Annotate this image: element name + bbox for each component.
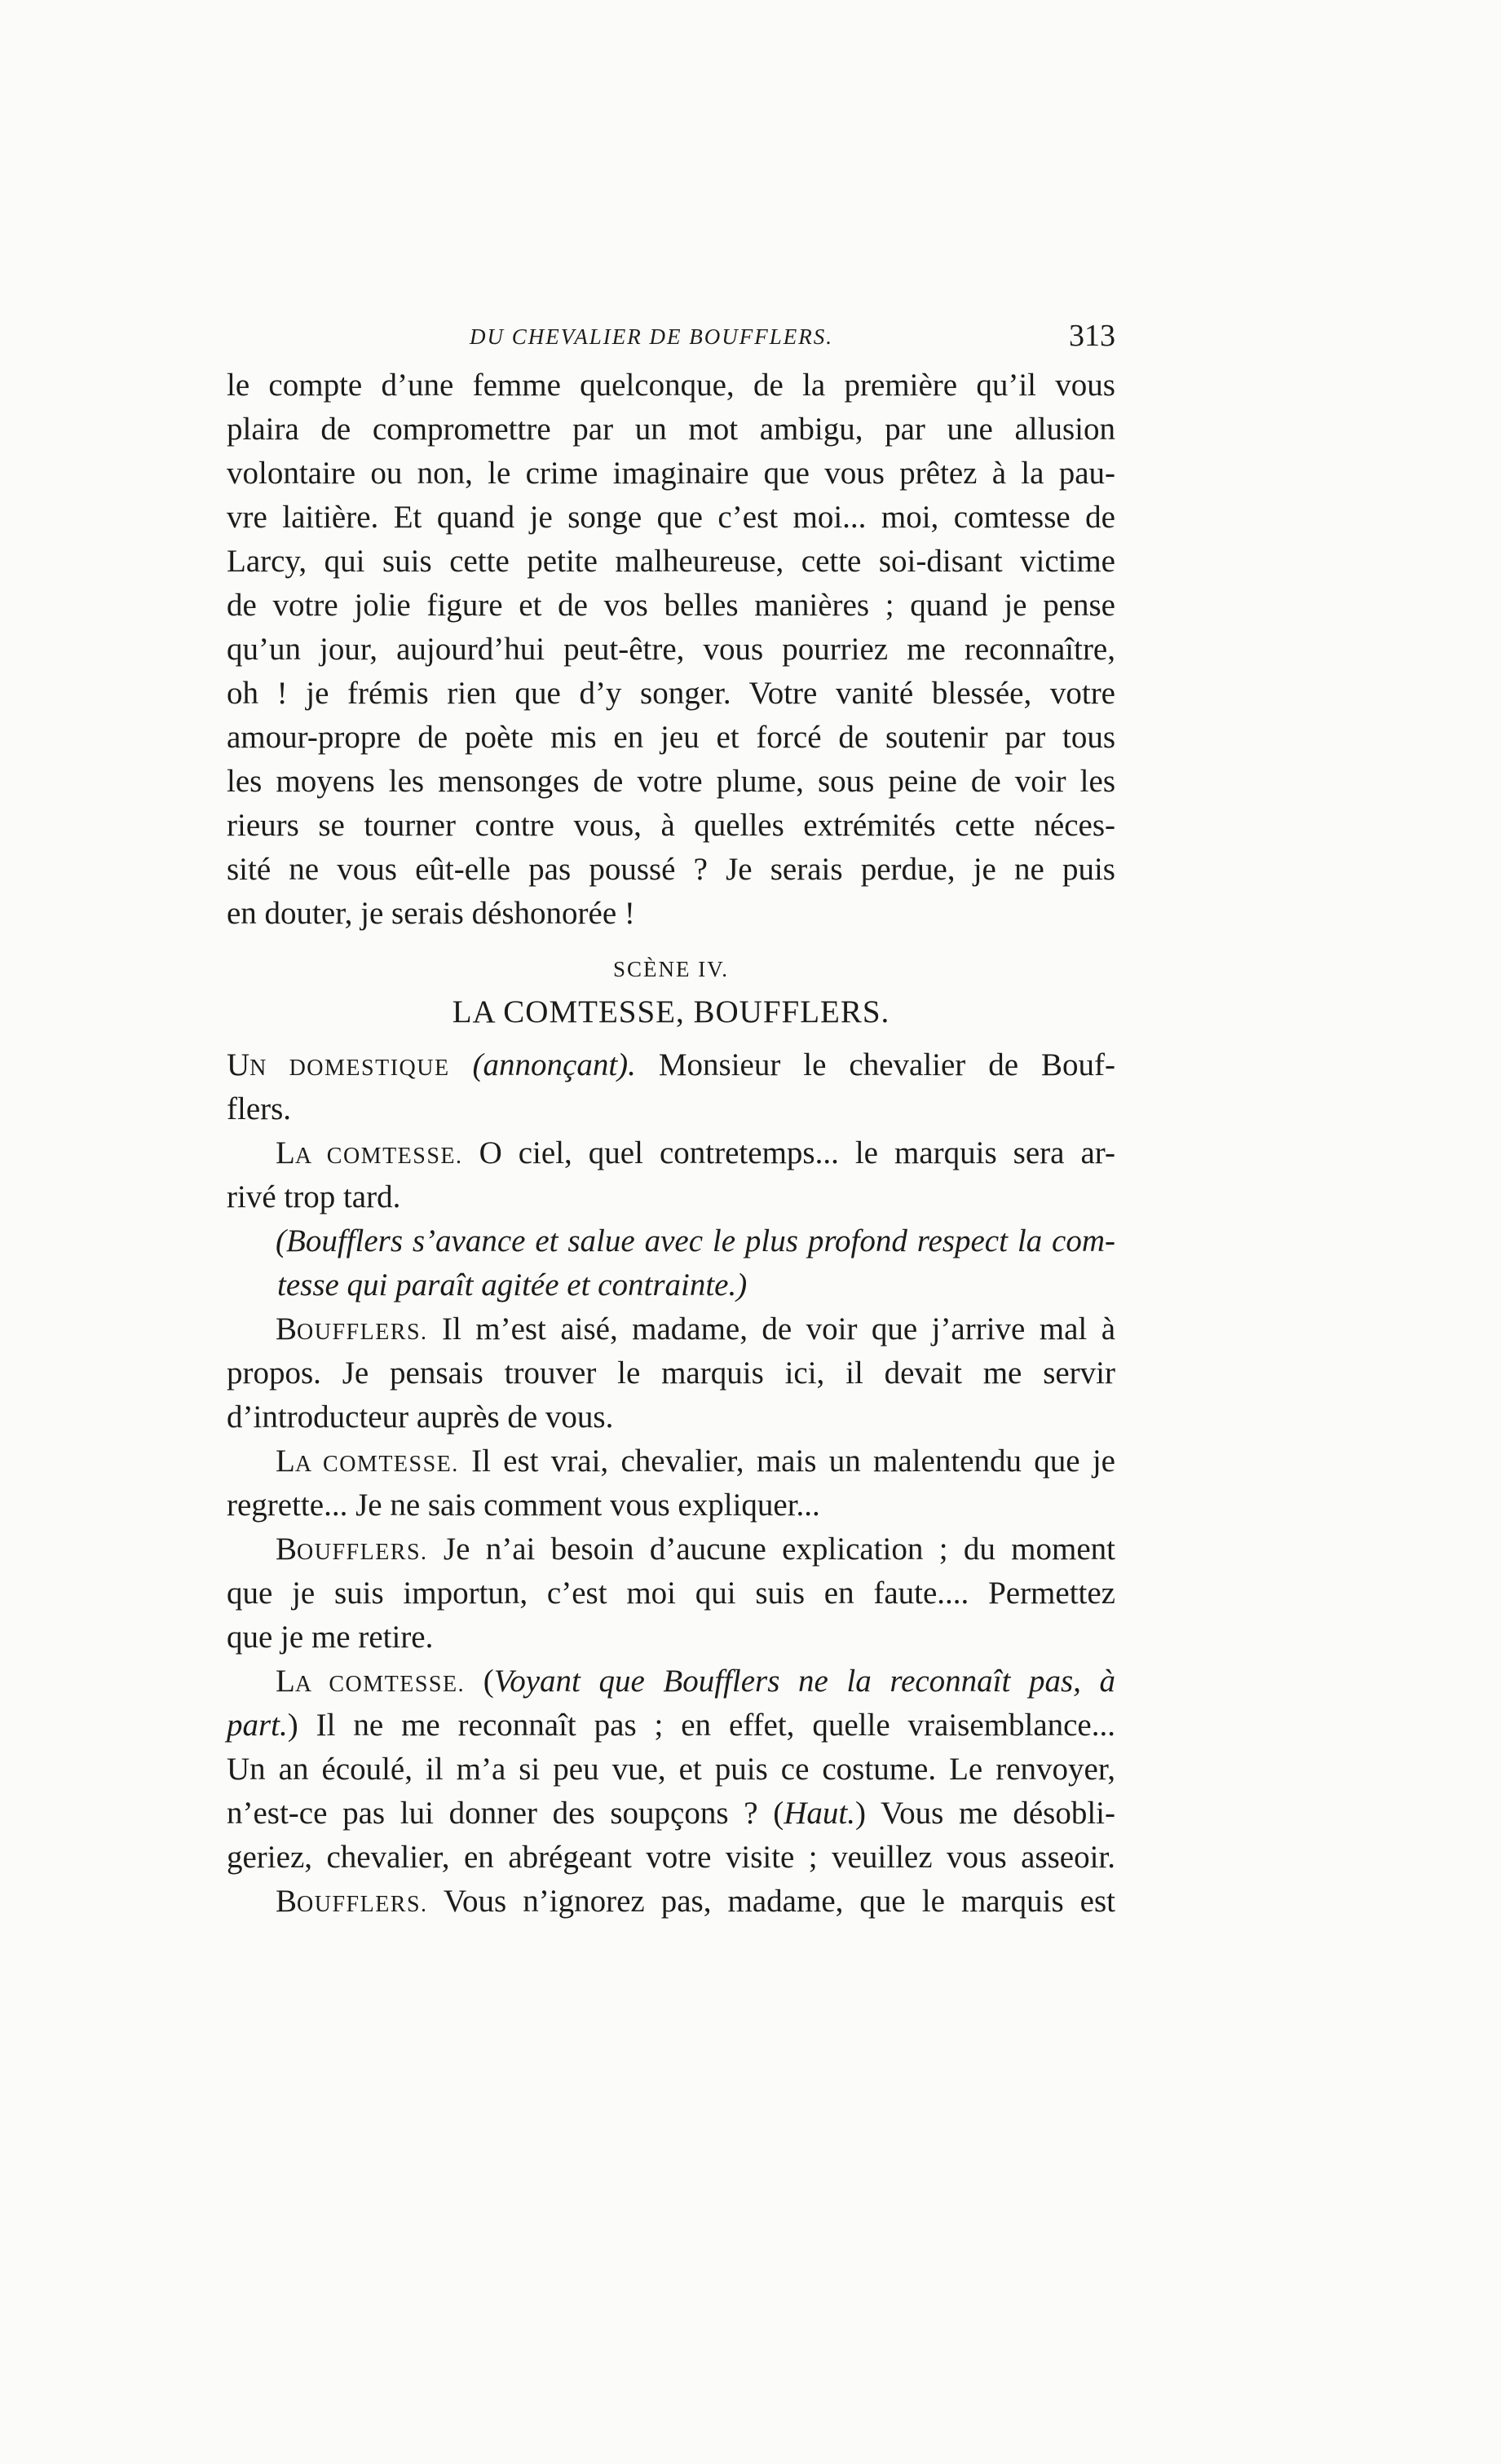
text-line: en douter, je serais déshonorée ! (227, 896, 635, 931)
text-line: rivé trop tard. (227, 1179, 401, 1214)
stage-direction: Haut. (784, 1796, 855, 1831)
speech-boufflers (227, 1527, 1115, 1660)
text-line: les moyens les mensonges de votre plume, sous peine de voir les (227, 764, 1115, 799)
speaker-name: BOUFFLERS. (276, 1532, 428, 1567)
speech-comtesse (227, 1439, 1115, 1527)
text-line: d’introducteur auprès de vous. (227, 1399, 614, 1435)
speech-comtesse (227, 1131, 1115, 1219)
running-head (227, 316, 1115, 364)
text-line (227, 1307, 1115, 1351)
text-line (227, 1527, 1115, 1571)
text-line: regrette... Je ne sais comment vous expliquer... (227, 1488, 820, 1523)
paragraph-monologue (227, 364, 1115, 936)
text-line: propos. Je pensais trouver le marquis ici, il devait me servir (227, 1355, 1115, 1391)
text-line: plaira de compromettre par un mot ambigu, par une allusion (227, 412, 1115, 447)
speech-boufflers (227, 1307, 1115, 1439)
speech-text: Il ne me reconnaît pas ; en effet, quelle vraisemblance... (316, 1708, 1115, 1743)
text-line: que je me retire. (227, 1620, 434, 1655)
speech-domestique (227, 1043, 1115, 1131)
speech-text: Je n’ai besoin d’aucune explication ; du moment (443, 1532, 1116, 1567)
speech-text: O ciel, quel contretemps... le marquis sera ar- (479, 1135, 1115, 1170)
stage-direction: Voyant que Boufflers ne la reconnaît pas, à (493, 1664, 1115, 1699)
speaker-name: LA COMTESSE. (276, 1664, 466, 1699)
text-line: de votre jolie figure et de vos belles manières ; quand je pense (227, 588, 1115, 623)
speaker-name: BOUFFLERS. (276, 1884, 428, 1919)
text-line (227, 1880, 1115, 1924)
text-line: vre laitière. Et quand je songe que c’est moi... moi, comtesse de (227, 500, 1115, 535)
speaker-name: UN DOMESTIQUE (227, 1047, 450, 1082)
text-line: le compte d’une femme quelconque, de la première qu’il vous (227, 368, 1115, 403)
text-line (227, 1439, 1115, 1483)
speaker-name: LA COMTESSE. (276, 1444, 459, 1479)
text-line: LA COMTESSE. (Voyant que Boufflers ne la reconnaît pas, à (276, 1664, 1115, 1699)
speech-text: Il m’est aisé, madame, de voir que j’arrive mal à (442, 1311, 1115, 1347)
text-line: geriez, chevalier, en abrégeant votre visite ; veuillez vous asseoir. (227, 1840, 1115, 1875)
speech-text: Monsieur le chevalier de Bouf- (658, 1047, 1115, 1082)
scene-label: SCÈNE IV. (612, 957, 730, 981)
text-line: (Boufflers s’avance et salue avec le plus profond respect la com- (276, 1223, 1115, 1258)
stage-direction: part. (227, 1708, 288, 1743)
page-number: 313 (1069, 319, 1115, 353)
text-line: flers. (227, 1091, 292, 1126)
text-line: sité ne vous eût-elle pas poussé ? Je serais perdue, je ne puis (227, 852, 1115, 887)
speech-boufflers (227, 1880, 1115, 1924)
scene-characters: LA COMTESSE, BOUFFLERS. (452, 994, 890, 1029)
text-line: oh ! je frémis rien que d’y songer. Votre vanité blessée, votre (227, 676, 1115, 711)
text-line: n’est-ce pas lui donner des soupçons ? (Haut.) Vous me désobli- (227, 1796, 1116, 1831)
text-line: volontaire ou non, le crime imaginaire que vous prêtez à la pau- (227, 456, 1115, 491)
speaker-name: LA COMTESSE. (276, 1135, 463, 1170)
speaker-name: BOUFFLERS. (276, 1311, 428, 1347)
text-line (227, 1131, 1115, 1175)
speech-comtesse (227, 1660, 1115, 1880)
speech-text: Il est vrai, chevalier, mais un malentendu que je (471, 1444, 1115, 1479)
text-line: Un an écoulé, il m’a si peu vue, et puis ce costume. Le renvoyer, (227, 1752, 1115, 1787)
text-line: rieurs se tourner contre vous, à quelles extrémités cette néces- (227, 808, 1115, 843)
text-line: que je suis importun, c’est moi qui suis en faute.... Permettez (227, 1576, 1115, 1611)
text-line: part.) Il ne me reconnaît pas ; en effet, quelle vraisemblance... (227, 1708, 1115, 1743)
text-line: qu’un jour, aujourd’hui peut-être, vous pourriez me reconnaître, (227, 632, 1115, 667)
stage-direction: (annonçant). (472, 1047, 636, 1082)
text-line: Larcy, qui suis cette petite malheureuse, cette soi-disant victime (227, 544, 1115, 579)
text-line: tesse qui paraît agitée et contrainte.) (277, 1267, 748, 1303)
text-block (227, 316, 1115, 1924)
text-line (227, 1043, 1115, 1087)
stage-direction-block (227, 1219, 1115, 1307)
speech-text: Vous n’ignorez pas, madame, que le marquis est (443, 1884, 1115, 1919)
text-line: amour-propre de poète mis en jeu et forcé de soutenir par tous (227, 720, 1115, 755)
running-title: DU CHEVALIER DE BOUFFLERS. (470, 324, 833, 349)
